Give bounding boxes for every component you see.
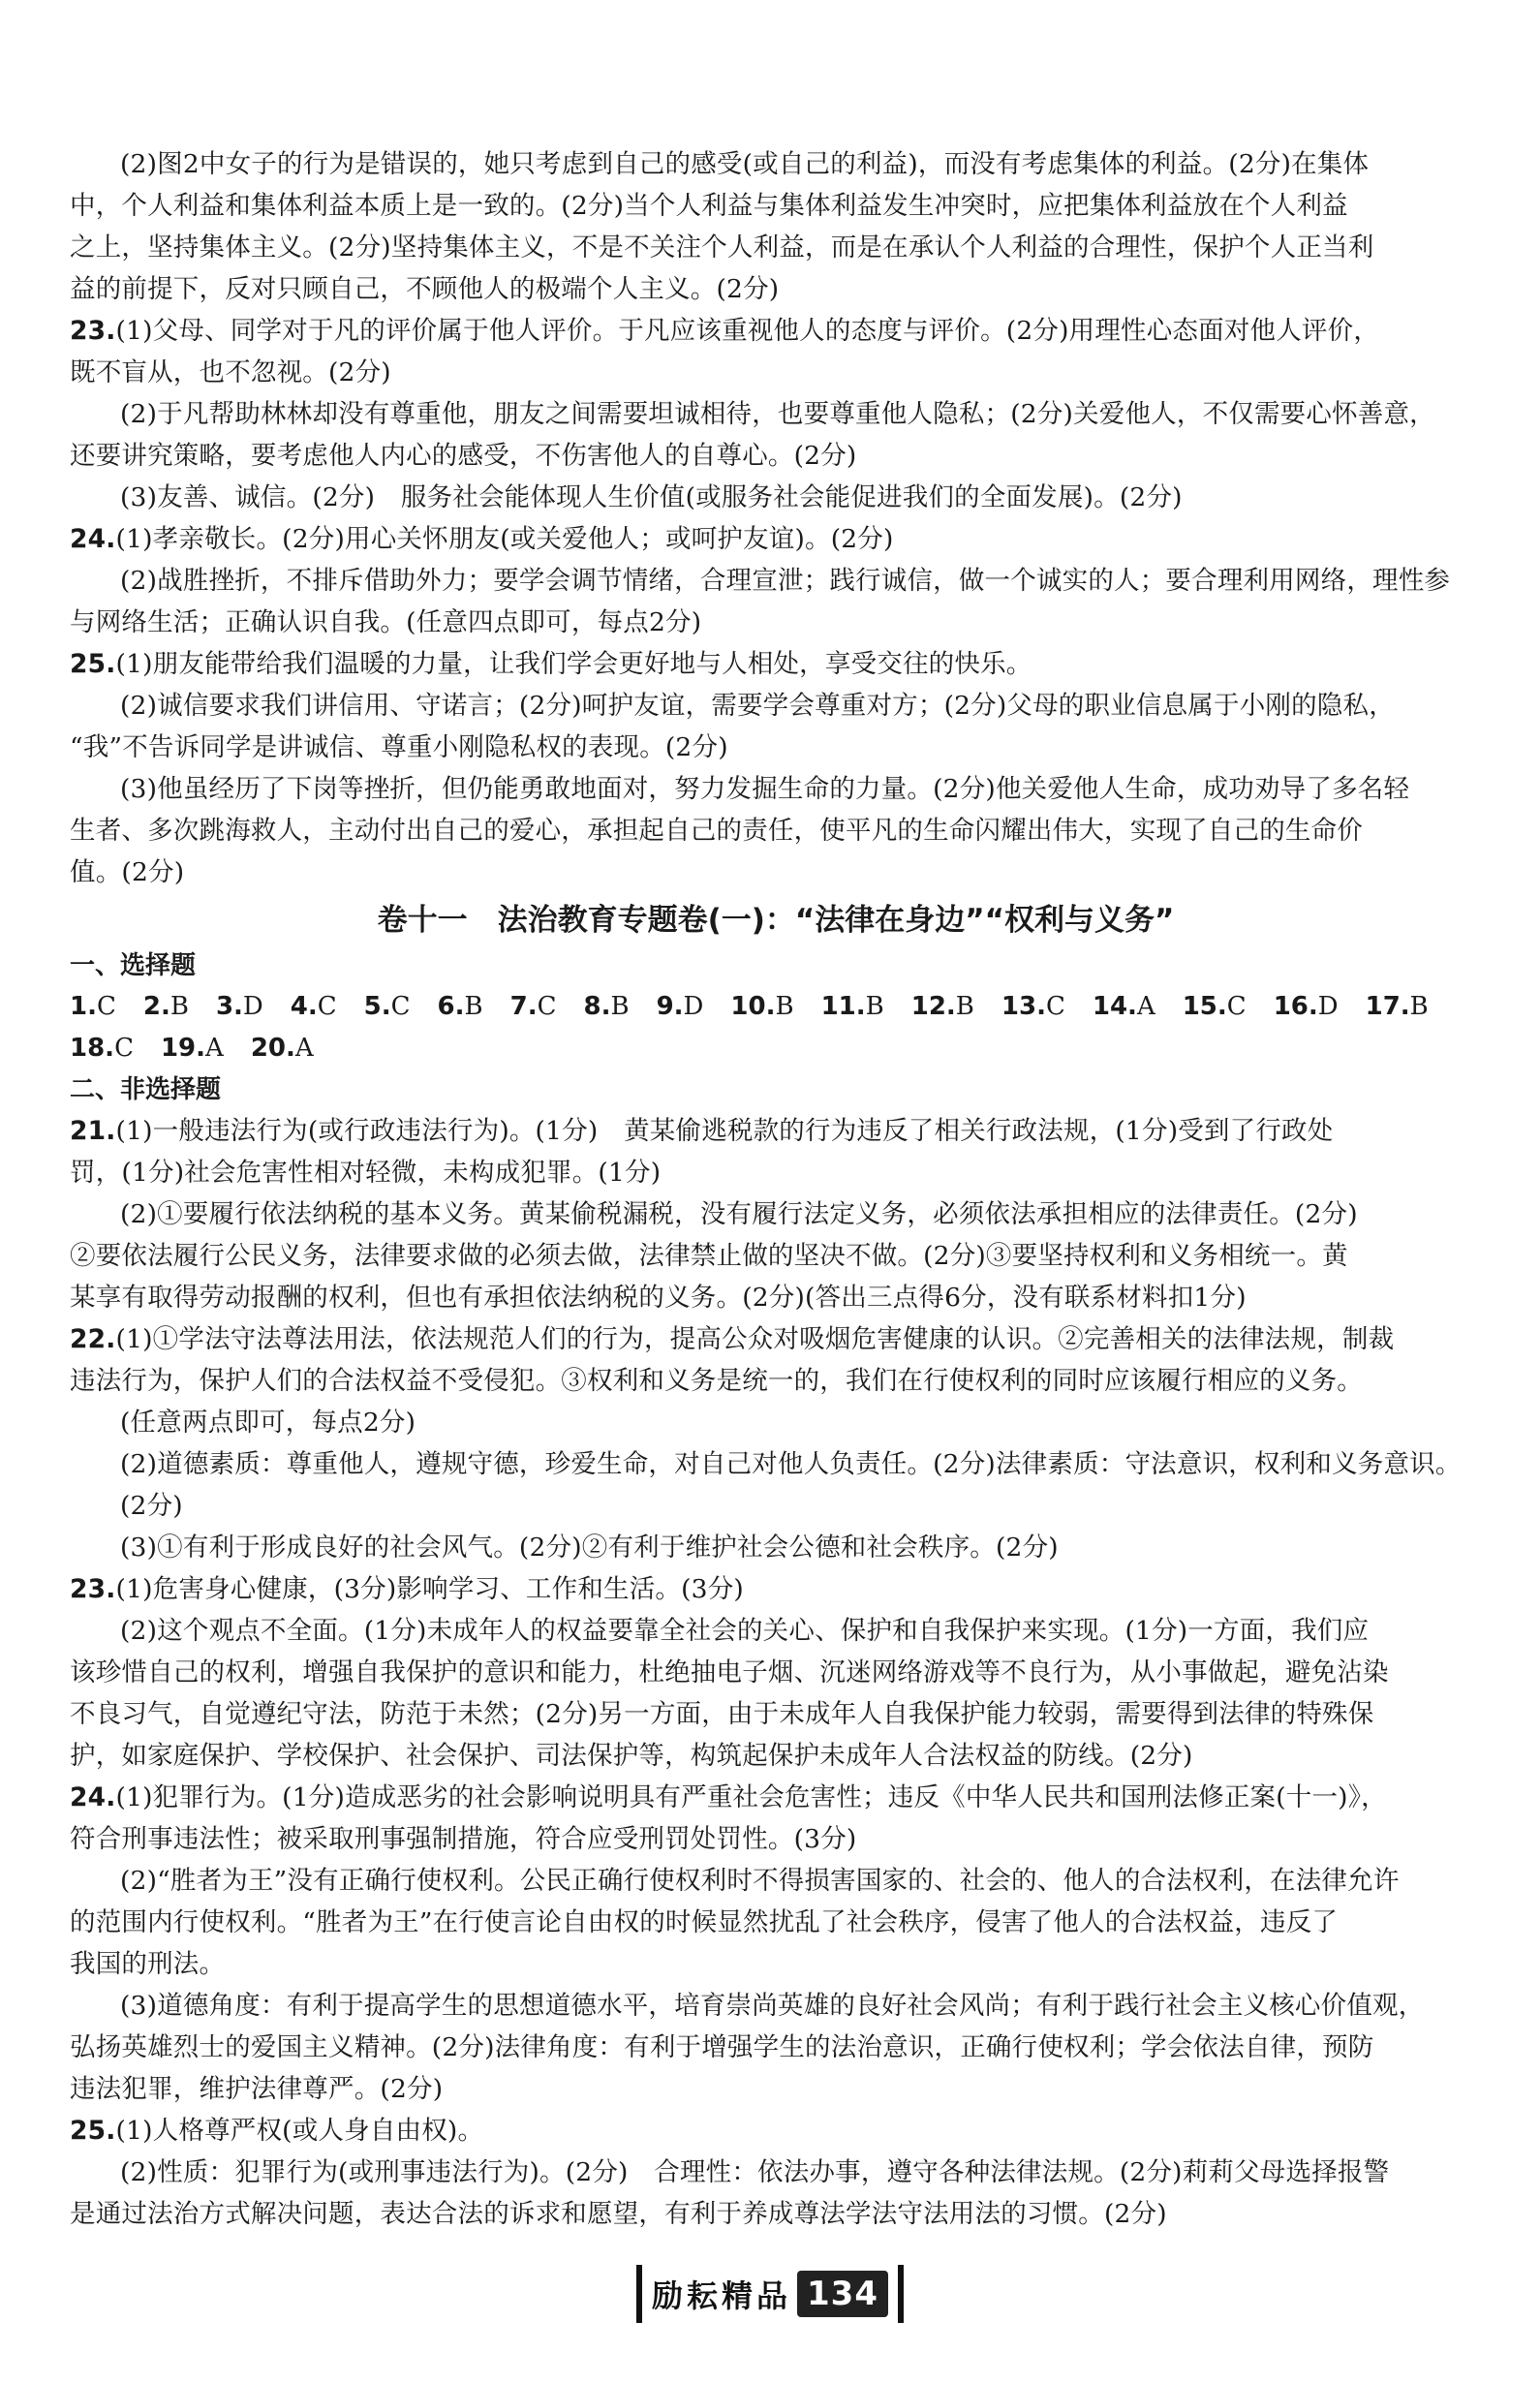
choice-answer: [510, 986, 557, 1028]
choice-number: 2.: [142, 992, 170, 1021]
section-heading: 一、选择题: [70, 951, 197, 980]
answer-line: 罚，(1分)社会危害性相对轻微，未构成犯罪。(1分): [70, 1158, 662, 1188]
answer-text: (1)危害身心健康，(3分)影响学习、工作和生活。(3分): [115, 1574, 744, 1604]
choice-answer: [216, 986, 263, 1028]
answer-line: (2)这个观点不全面。(1分)未成年人的权益要靠全社会的关心、保护和自我保护来实现。(1分)一方面，我们应: [120, 1616, 1370, 1646]
question-number: 23.: [70, 1574, 116, 1604]
answer-line: 该珍惜自己的权利，增强自我保护的意识和能力，杜绝抽电子烟、沉迷网络游戏等不良行为，从小事做起，避免沾染: [70, 1657, 1389, 1687]
brand-name: 励耘精品: [652, 2277, 792, 2314]
choice-number: 19.: [160, 1034, 206, 1063]
choice-answer: [657, 986, 704, 1028]
answer-line: 符合刑事违法性；被采取刑事强制措施，符合应受刑罚处罚性。(3分): [70, 1824, 857, 1854]
choice-letter: D: [683, 992, 704, 1021]
answer-line: 违法犯罪，维护法律尊严。(2分): [70, 2074, 444, 2104]
answer-line: 的范围内行使权利。“胜者为王”在行使言论自由权的时候显然扰乱了社会秩序，侵害了他人的合法权益，违反了: [70, 1907, 1339, 1937]
page-footer: [0, 2265, 1540, 2323]
answer-line: (2)道德素质：尊重他人，遵规守德，珍爱生命，对自己对他人负责任。(2分)法律素质：守法意识，权利和义务意识。: [120, 1449, 1462, 1479]
choice-answer: [821, 986, 884, 1028]
choice-number: 10.: [730, 992, 776, 1021]
answer-line: (2)于凡帮助林林却没有尊重他，朋友之间需要坦诚相待，也要尊重他人隐私；(2分)关爱他人，不仅需要心怀善意，: [120, 399, 1435, 429]
choice-answer: [143, 986, 189, 1028]
choice-letter: D: [242, 992, 263, 1021]
choice-letter: B: [169, 992, 189, 1021]
answer-line: (任意两点即可，每点2分): [120, 1408, 416, 1438]
choice-answer: [438, 986, 483, 1028]
answer-text: (1)犯罪行为。(1分)造成恶劣的社会影响说明具有严重社会危害性；违反《中华人民共和国刑法修正案(十一)》，: [115, 1782, 1387, 1812]
choice-number: 15.: [1182, 992, 1227, 1021]
choice-answer: [1093, 986, 1155, 1028]
choice-letter: B: [775, 992, 794, 1021]
choice-answer: [1183, 986, 1247, 1028]
brand-logo: [636, 2265, 904, 2323]
answer-line: 中，个人利益和集体利益本质上是一致的。(2分)当个人利益与集体利益发生冲突时，应把集体利益放在个人利益: [70, 191, 1348, 221]
answer-line: “我”不告诉同学是讲诚信、尊重小刚隐私权的表现。(2分): [70, 732, 728, 762]
question-number: 24.: [70, 1782, 116, 1812]
answer-line: (2)“胜者为王”没有正确行使权利。公民正确行使权利时不得损害国家的、社会的、他人的合法权利，在法律允许: [120, 1866, 1400, 1896]
question-number: 21.: [70, 1116, 116, 1146]
question-first-line: [70, 1777, 1482, 1818]
question-first-line: [70, 1568, 1482, 1610]
answer-line: 还要讲究策略，要考虑他人内心的感受，不伤害他人的自尊心。(2分): [70, 441, 857, 471]
choice-letter: C: [1045, 992, 1065, 1021]
choice-letter: C: [1226, 992, 1247, 1021]
answer-line: 之上，坚持集体主义。(2分)坚持集体主义，不是不关注个人利益，而是在承认个人利益的合理性，保护个人正当利: [70, 232, 1374, 263]
choice-letter: C: [96, 992, 116, 1021]
answer-line: (3)①有利于形成良好的社会风气。(2分)②有利于维护社会公德和社会秩序。(2分): [120, 1533, 1059, 1563]
choice-number: 14.: [1092, 992, 1137, 1021]
answer-line: 是通过法治方式解决问题，表达合法的诉求和愿望，有利于养成尊法学法守法用法的习惯。(2分): [70, 2199, 1167, 2229]
choice-number: 3.: [215, 992, 243, 1021]
question-number: 22.: [70, 1324, 116, 1354]
answer-line: 我国的刑法。: [70, 1949, 226, 1979]
answer-line: 违法行为，保护人们的合法权益不受侵犯。③权利和义务是统一的，我们在行使权利的同时应该履行相应的义务。: [70, 1366, 1363, 1396]
choice-answer: [251, 1028, 314, 1069]
choice-letter: B: [610, 992, 630, 1021]
answer-line: (3)道德角度：有利于提高学生的思想道德水平，培育崇尚英雄的良好社会风尚；有利于践行社会主义核心价值观，: [120, 1991, 1425, 2021]
answer-line: (2)战胜挫折，不排斥借助外力；要学会调节情绪，合理宣泄；践行诚信，做一个诚实的人；要合理利用网络，理性参: [120, 566, 1451, 596]
answer-line: 某享有取得劳动报酬的权利，但也有承担依法纳税的义务。(2分)(答出三点得6分，没有联系材料扣1分): [70, 1283, 1247, 1313]
answer-line: 值。(2分): [70, 857, 185, 887]
choice-letter: C: [390, 992, 411, 1021]
answer-line: 既不盲从，也不忽视。(2分): [70, 357, 391, 387]
answer-line: 益的前提下，反对只顾自己，不顾他人的极端个人主义。(2分): [70, 274, 780, 304]
volume-title: 卷十一 法治教育专题卷(一)：“法律在身边”“权利与义务”: [377, 903, 1175, 938]
choice-number: 11.: [820, 992, 866, 1021]
answer-line: 与网络生活；正确认识自我。(任意四点即可，每点2分): [70, 607, 702, 637]
question-first-line: [70, 1318, 1482, 1360]
choice-letter: D: [1317, 992, 1339, 1021]
answer-text: (1)朋友能带给我们温暖的力量，让我们学会更好地与人相处，享受交往的快乐。: [115, 649, 1032, 679]
choice-answer: [364, 986, 411, 1028]
choice-answer: [70, 1028, 134, 1069]
answer-text: (1)父母、同学对于凡的评价属于他人评价。于凡应该重视他人的态度与评价。(2分)用理性心态面对他人评价，: [115, 316, 1380, 346]
answer-line: (2)诚信要求我们讲信用、守诺言；(2分)呵护友谊，需要学会尊重对方；(2分)父母的职业信息属于小刚的隐私，: [120, 691, 1395, 721]
choice-answer: [1366, 986, 1429, 1028]
choice-number: 13.: [1001, 992, 1046, 1021]
choice-number: 9.: [656, 992, 684, 1021]
question-first-line: [70, 310, 1482, 352]
choice-answer: [730, 986, 793, 1028]
question-number: 23.: [70, 316, 116, 346]
question-first-line: [70, 643, 1482, 685]
choice-letter: B: [464, 992, 483, 1021]
choice-letter: C: [317, 992, 337, 1021]
choice-number: 5.: [363, 992, 391, 1021]
answer-content: [70, 143, 1482, 2235]
answer-line: 弘扬英雄烈士的爱国主义精神。(2分)法律角度：有利于增强学生的法治意识，正确行使权利；学会依法自律，预防: [70, 2032, 1374, 2062]
choice-letter: B: [955, 992, 974, 1021]
answer-text: (1)①学法守法尊法用法，依法规范人们的行为，提高公众对吸烟危害健康的认识。②完善相关的法律法规，制裁: [115, 1324, 1395, 1354]
choice-letter: A: [294, 1034, 314, 1063]
answer-text: (1)一般违法行为(或行政违法行为)。(1分) 黄某偷逃税款的行为违反了相关行政法规，(1分)受到了行政处: [115, 1116, 1334, 1146]
choice-number: 8.: [583, 992, 611, 1021]
choice-answers-row: [70, 1028, 1482, 1069]
choice-letter: B: [1409, 992, 1429, 1021]
answer-text: (1)孝亲敬长。(2分)用心关怀朋友(或关爱他人；或呵护友谊)。(2分): [115, 524, 894, 554]
question-number: 24.: [70, 524, 116, 554]
choice-answers-row: [70, 986, 1482, 1028]
choice-letter: B: [865, 992, 884, 1021]
choice-number: 16.: [1273, 992, 1318, 1021]
choice-answer: [291, 986, 337, 1028]
choice-answer: [911, 986, 974, 1028]
answer-line: (3)友善、诚信。(2分) 服务社会能体现人生价值(或服务社会能促进我们的全面发展)。(2分): [120, 482, 1183, 512]
page-number: 134: [797, 2271, 888, 2317]
question-first-line: [70, 1110, 1482, 1152]
choice-answer: [70, 986, 116, 1028]
choice-number: 12.: [910, 992, 956, 1021]
choice-number: 4.: [290, 992, 318, 1021]
choice-number: 17.: [1365, 992, 1410, 1021]
choice-number: 6.: [437, 992, 465, 1021]
choice-answer: [1274, 986, 1339, 1028]
answer-line: 生者、多次跳海救人，主动付出自己的爱心，承担起自己的责任，使平凡的生命闪耀出伟大，实现了自己的生命价: [70, 816, 1363, 846]
question-first-line: [70, 518, 1482, 560]
answer-text: (1)人格尊严权(或人身自由权)。: [115, 2116, 484, 2146]
choice-number: 1.: [70, 992, 97, 1021]
answer-line: (2分): [120, 1491, 183, 1521]
question-first-line: [70, 2110, 1482, 2152]
choice-number: 18.: [70, 1034, 115, 1063]
answer-line: (2)性质：犯罪行为(或刑事违法行为)。(2分) 合理性：依法办事，遵守各种法律法规。(2分)莉莉父母选择报警: [120, 2157, 1390, 2187]
choice-answer: [1001, 986, 1065, 1028]
answer-line: (3)他虽经历了下岗等挫折，但仍能勇敢地面对，努力发掘生命的力量。(2分)他关爱他人生命，成功劝导了多名轻: [120, 774, 1410, 804]
question-number: 25.: [70, 2116, 116, 2146]
answer-line: (2)①要履行依法纳税的基本义务。黄某偷税漏税，没有履行法定义务，必须依法承担相应的法律责任。(2分): [120, 1199, 1358, 1229]
answer-line: (2)图2中女子的行为是错误的，她只考虑到自己的感受(或自己的利益)，而没有考虑集体的利益。(2分)在集体: [120, 149, 1370, 179]
choice-letter: C: [114, 1034, 134, 1063]
section-heading: 二、非选择题: [70, 1075, 222, 1104]
answer-line: 不良习气，自觉遵纪守法，防范于未然；(2分)另一方面，由于未成年人自我保护能力较弱，需要得到法律的特殊保: [70, 1699, 1374, 1729]
choice-number: 7.: [509, 992, 538, 1021]
answer-line: 护，如家庭保护、学校保护、社会保护、司法保护等，构筑起保护未成年人合法权益的防线。(2分): [70, 1741, 1193, 1771]
question-number: 25.: [70, 649, 116, 679]
choice-letter: A: [205, 1034, 224, 1063]
choice-answer: [583, 986, 629, 1028]
answer-line: ②要依法履行公民义务，法律要求做的必须去做，法律禁止做的坚决不做。(2分)③要坚持权利和义务相统一。黄: [70, 1241, 1348, 1271]
choice-number: 20.: [250, 1034, 295, 1063]
choice-letter: C: [537, 992, 557, 1021]
choice-answer: [161, 1028, 224, 1069]
choice-letter: A: [1136, 992, 1155, 1021]
